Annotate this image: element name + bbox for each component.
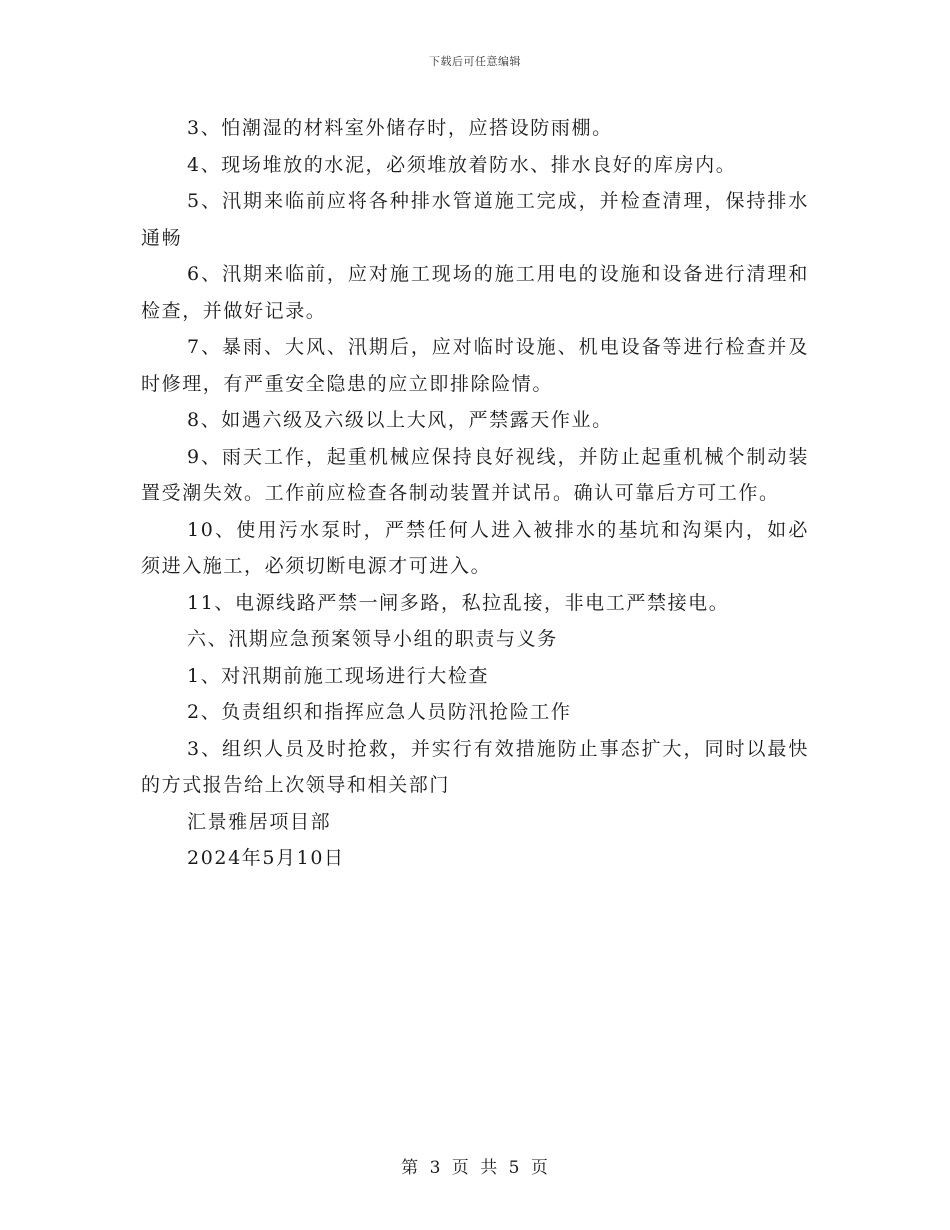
section-heading: 六、汛期应急预案领导小组的职责与义务 [187,628,558,650]
paragraph: 9、雨天工作，起重机械应保持良好视线，并防止起重机械个制动装置受潮失效。工作前应检查各制动装置并试吊。确认可靠后方可工作。 [141,445,809,504]
paragraph: 2、负责组织和指挥应急人员防汛抢险工作 [187,701,572,723]
page-header: 下载后可任意编辑 [429,55,521,68]
paragraph: 4、现场堆放的水泥，必须堆放着防水、排水良好的库房内。 [187,153,737,176]
paragraph: 3、怕潮湿的材料室外储存时，应搭设防雨棚。 [187,117,613,139]
paragraph: 6、汛期来临前，应对施工现场的施工用电的设施和设备进行清理和检查，并做好记录。 [141,263,809,322]
paragraph: 7、暴雨、大风、汛期后，应对临时设施、机电设备等进行检查并及时修理，有严重安全隐患的应立即排除险情。 [141,336,809,395]
signature-date: 2024年5月10日 [187,847,345,869]
signature-organization: 汇景雅居项目部 [187,810,332,833]
paragraph: 5、汛期来临前应将各种排水管道施工完成，并检查清理，保持排水通畅 [141,190,809,249]
paragraph: 10、使用污水泵时，严禁任何人进入被排水的基坑和沟渠内，如必须进入施工，必须切断电源才可进入。 [141,518,809,577]
paragraph: 11、电源线路严禁一闸多路，私拉乱接，非电工严禁接电。 [187,591,730,614]
paragraph: 8、如遇六级及六级以上大风，严禁露天作业。 [187,409,613,431]
paragraph: 1、对汛期前施工现场进行大检查 [187,664,490,687]
page-number: 第 3 页 共 5 页 [401,1158,549,1178]
document-body [141,110,809,877]
paragraph: 3、组织人员及时抢救，并实行有效措施防止事态扩大，同时以最快的方式报告给上次领导和相关部门 [141,737,809,796]
